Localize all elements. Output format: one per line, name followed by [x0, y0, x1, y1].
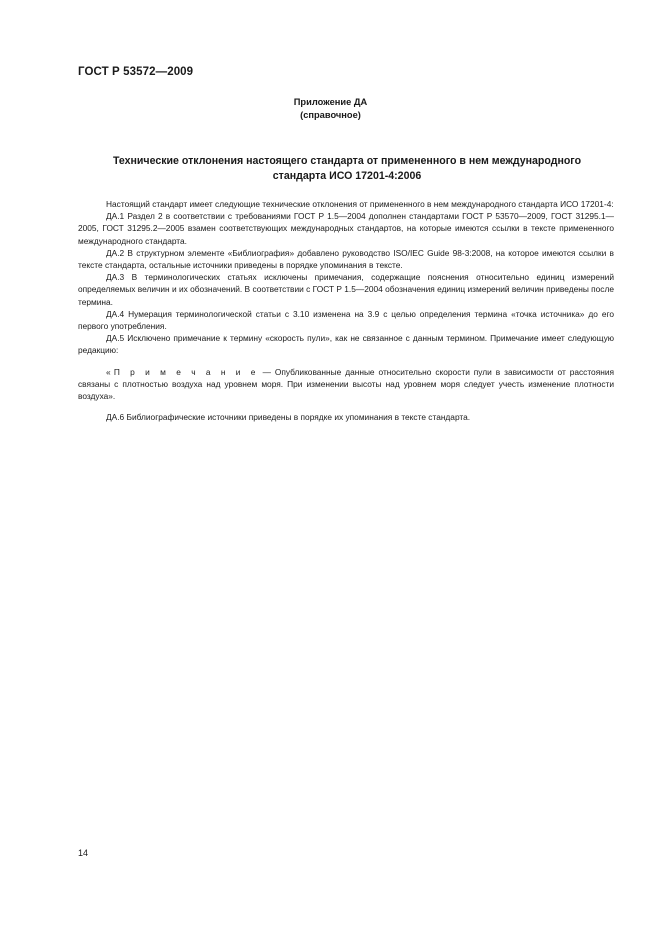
standard-code-header: ГОСТ Р 53572—2009 — [78, 66, 194, 78]
paragraph-da3: ДА.3 В терминологических статьях исключены примечания, содержащие пояснения относительно единиц измерений определяемых величин и их обозначений. В соответствии с ГОСТ Р 1.5—2004 обозначения единиц измерений величин приведены после термина. — [78, 272, 614, 307]
note-label: «П р и м е ч а н и е — [106, 366, 259, 377]
appendix-title-line-2: стандарта ИСО 17201-4:2006 — [272, 170, 422, 182]
page-number: 14 — [78, 848, 89, 858]
appendix-heading — [0, 96, 661, 122]
paragraph-da5: ДА.5 Исключено примечание к термину «скорость пули», как не связанное с данным термином. Примечание имеет следующую редакцию: — [78, 333, 614, 356]
appendix-title-line-1: Технические отклонения настоящего стандарта от примененного в нем международного — [112, 155, 582, 167]
paragraph-da1: ДА.1 Раздел 2 в соответствии с требованиями ГОСТ Р 1.5—2004 дополнен стандартами ГОСТ Р 53570—2009, ГОСТ 31295.1—2005, ГОСТ 31295.2—2005 взамен соответствующих международных стандартов, на которые имеются ссылки в тексте примененного международного стандарта. — [78, 211, 614, 246]
note-text: — Опубликованные данные относительно скорости пули в зависимости от расстояния связаны с плотностью воздуха над уровнем моря. При изменении высоты над уровнем моря следует учесть изменение плотности воздуха». — [78, 366, 615, 402]
note-paragraph — [78, 366, 614, 403]
appendix-status: (справочное) — [300, 110, 361, 120]
appendix-title — [78, 154, 616, 184]
paragraph-da2: ДА.2 В структурном элементе «Библиография» добавлено руководство ISO/IEC Guide 98-3:2008, на которое имеются ссылки в тексте стандарта, остальные источники приведены в порядке упоминания в тексте. — [78, 247, 614, 271]
paragraph-da4: ДА.4 Нумерация терминологической статьи с 3.10 изменена на 3.9 с целью определения термина «точка источника» до его первого употребления. — [78, 308, 614, 332]
body-text — [78, 198, 614, 423]
paragraph-da6: ДА.6 Библиографические источники приведены в порядке их упоминания в тексте стандарта. — [106, 412, 471, 423]
intro-paragraph: Настоящий стандарт имеет следующие технические отклонения от примененного в нем международного стандарта ИСО 17201-4: — [106, 199, 614, 209]
appendix-label: Приложение ДА — [293, 97, 368, 107]
